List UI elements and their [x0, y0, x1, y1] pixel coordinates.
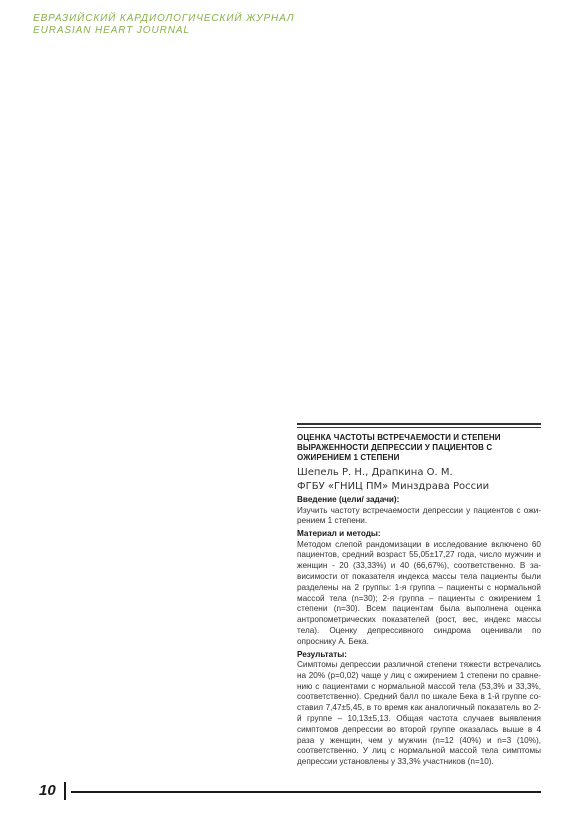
page-footer: [33, 780, 541, 802]
page-number: 10: [39, 782, 56, 799]
section-text-methods: Методом слепой рандомизации в исследование включено 60 пациентов, средний возраст 55,05±17,27 года, число мужчин и женщин - 20 (33,33%) и 40 (66,67%), соответственно. В зависимости от показателя индекса массы тела пациенты были разделены на 2 группы: 1-я группа – пациенты с нормальной массой тела (n=30); 2-я группа – пациенты с ожирением 1 степени (n=30). Всем пациентам была выполнена оценка антропометрических показателей (рост, вес, индекс массы тела). Оценку депрессивного синдрома оценивали по опроснику А. Бека.: [297, 539, 541, 646]
article-title: ОЦЕНКА ЧАСТОТЫ ВСТРЕЧАЕМОСТИ И СТЕПЕНИ ВЫРАЖЕННОСТИ ДЕПРЕССИИ У ПАЦИЕНТОВ С ОЖИРЕНИЕМ 1 СТЕПЕНИ: [297, 433, 501, 462]
journal-name-en: EURASIAN HEART JOURNAL: [33, 24, 190, 36]
article-affiliation: ФГБУ «ГНИЦ ПМ» Минздрава России: [297, 481, 490, 492]
journal-header: [33, 13, 295, 36]
abstract-article: [297, 423, 541, 768]
journal-name-ru: ЕВРАЗИЙСКИЙ КАРДИОЛОГИЧЕСКИЙ ЖУРНАЛ: [33, 13, 295, 24]
section-heading-introduction: Введение (цели/ задачи):: [297, 495, 400, 504]
title-rule-thick: [297, 423, 541, 425]
footer-rule: [71, 791, 541, 793]
section-text-results: Симптомы депрессии различной степени тяжести встречались на 20% (p=0,02) чаще у лиц с ожирением 1 степени по сравнению с пациентами с нормальной массой тела (53,3% и 33,3%, соответственно). Средний балл по шкале Бека в 1-й группе составил 7,47±5,45, в то время как аналогичный показатель во 2-й группе – 10,13±5,13. Общая частота случаев выявления симптомов депрессии во второй группе оказалась выше в 4 раза у женщин, чем у мужчин (n=12 (40%) и n=3 (10%), соответственно. У лиц с нормальной массой тела симптомы депрессии установлены у 33,3% участников (n=10).: [297, 660, 541, 767]
title-rule-thin: [297, 427, 541, 428]
article-authors: Шепель Р. Н., Драпкина О. М.: [297, 467, 453, 478]
footer-divider-bar: [64, 782, 66, 800]
section-heading-results: Результаты:: [297, 649, 347, 659]
section-text-introduction: Изучить частоту встречаемости депрессии у пациентов с ожирением 1 степени.: [297, 505, 541, 526]
section-heading-methods: Материал и методы:: [297, 529, 381, 539]
